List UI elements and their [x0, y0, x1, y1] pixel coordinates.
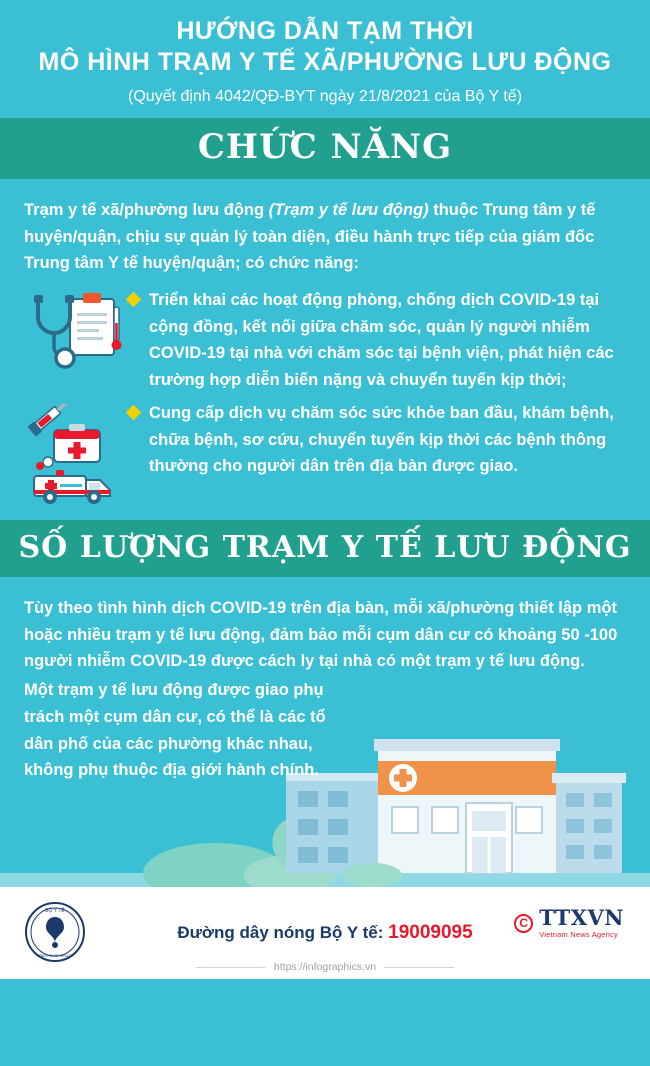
- section-banner-chuc-nang: [0, 118, 650, 179]
- section2-banner-label: SỐ LƯỢNG TRẠM Y TẾ LƯU ĐỘNG: [18, 529, 632, 565]
- svg-text:BỘ Y TẾ: BỘ Y TẾ: [45, 908, 65, 915]
- hotline-text: [177, 922, 472, 944]
- source-url: [0, 961, 650, 979]
- svg-text:MINISTRY OF HEALTH: MINISTRY OF HEALTH: [37, 954, 73, 959]
- bullet-text: Triển khai các hoạt động phòng, chống dịch COVID-19 tại cộng đồng, kết nối giữa chăm sóc, quản lý người nhiễm COVID-19 tại nhà với chăm sóc tại bệnh viện, phát hiện các trường hợp diễn biến nặng và chuyển tuyến kịp thời;: [149, 291, 614, 390]
- bullet-diamond-icon: [126, 405, 142, 421]
- section2-paragraph-2: Một trạm y tế lưu động được giao phụ trách một cụm dân cư, có thể là các tổ dân phố của các phường khác nhau, không phụ thuộc địa giới hành chính.: [24, 681, 326, 780]
- hotline-label: Đường dây nóng Bộ Y tế:: [177, 923, 384, 943]
- section1-banner-label: CHỨC NĂNG: [197, 126, 453, 167]
- section1-bullet-list: [24, 287, 626, 508]
- ttxvn-tagline: Vietnam News Agency: [539, 930, 618, 940]
- divider-right: [384, 967, 454, 968]
- section-chuc-nang-body: [0, 179, 650, 520]
- ministry-of-health-logo: [24, 901, 86, 963]
- page-title-line2: MÔ HÌNH TRẠM Y TẾ XÃ/PHƯỜNG LƯU ĐỘNG: [38, 48, 612, 77]
- stethoscope-clipboard-icon: [24, 287, 128, 369]
- bullet-text: Cung cấp dịch vụ chăm sóc sức khỏe ban đầu, khám bệnh, chữa bệnh, sơ cứu, chuyển tuyến kịp thời các bệnh thông thường cho người dân trên địa bàn được giao.: [149, 403, 614, 476]
- ttxvn-logo: [514, 907, 624, 939]
- section1-intro-part2: thuộc Trung tâm y tế huyện/quận, chịu sự quản lý toàn diện, điều hành trực tiếp của giám đốc Trung tâm Y tế huyện/quận; có chức năng:: [24, 200, 596, 273]
- page-title-line1: HƯỚNG DẪN TẠM THỜI: [176, 17, 474, 45]
- list-item: [24, 400, 626, 508]
- section2-paragraphs: [24, 595, 626, 675]
- footer: [0, 887, 650, 979]
- section2-paragraph-1: Tùy theo tình hình dịch COVID-19 trên địa bàn, mỗi xã/phường thiết lập một hoặc nhiều trạm y tế lưu động, đảm bảo mỗi cụm dân cư có khoảng 50 -100 người nhiễm COVID-19 được cách ly tại nhà có một trạm y tế lưu động.: [24, 598, 618, 671]
- section1-intro-italic: (Trạm y tế lưu động): [268, 200, 429, 219]
- illustration-scene: [0, 677, 650, 887]
- list-item: [24, 287, 626, 394]
- bullet-diamond-icon: [126, 292, 142, 308]
- section1-intro: [24, 197, 626, 277]
- page-subtitle: (Quyết định 4042/QĐ-BYT ngày 21/8/2021 của Bộ Y tế): [127, 87, 523, 105]
- copyright-icon: C: [514, 914, 533, 933]
- header: [0, 0, 650, 118]
- section1-intro-part1: Trạm y tế xã/phường lưu động: [24, 200, 269, 219]
- ttxvn-brand: TTXVN: [539, 905, 624, 931]
- hotline-number: 19009095: [388, 922, 473, 944]
- divider-left: [196, 967, 266, 968]
- url-text: https://infographics.vn: [273, 961, 377, 974]
- section-banner-so-luong: [0, 520, 650, 577]
- first-aid-kit-ambulance-icon: [24, 400, 128, 508]
- section-so-luong-body: [0, 577, 650, 675]
